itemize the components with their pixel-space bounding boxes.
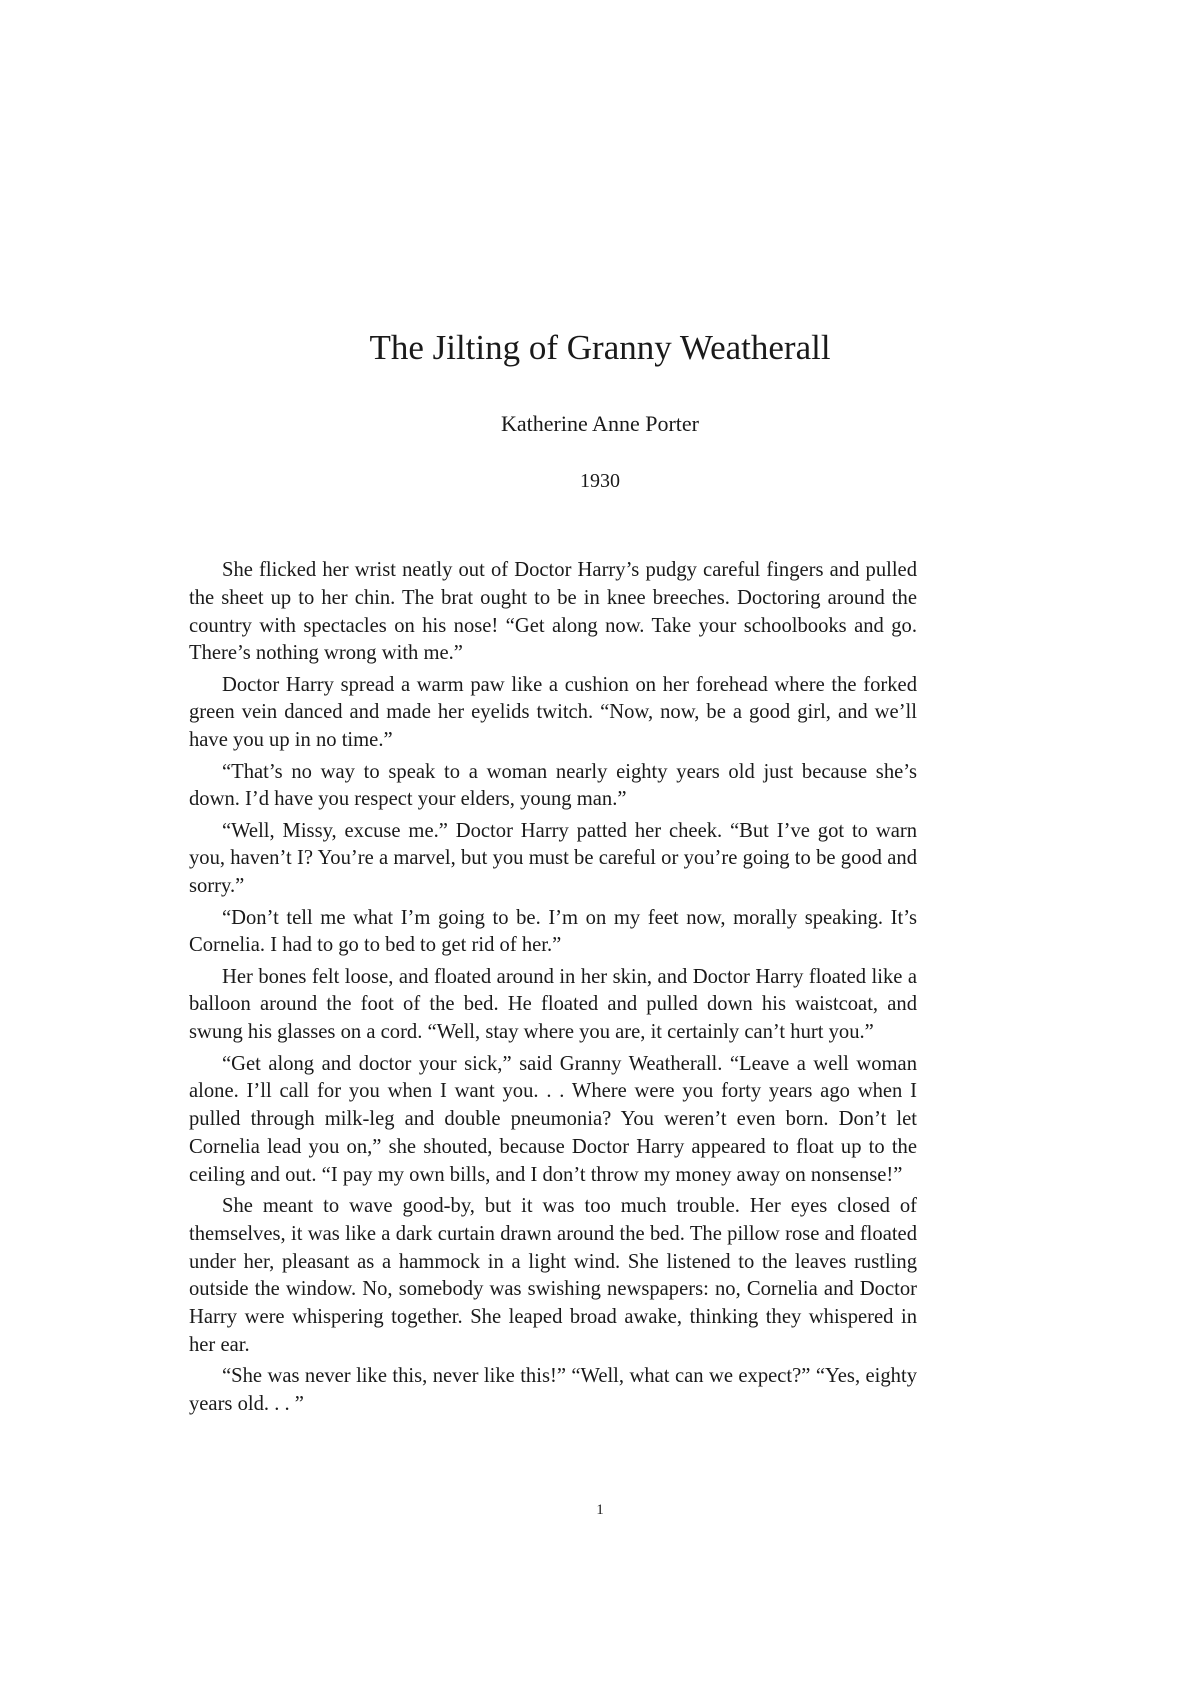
paragraph: “Well, Missy, excuse me.” Doctor Harry patted her cheek. “But I’ve got to warn you, haven’t I? You’re a marvel, but you must be careful or you’re going to be good and sorry.” [189, 819, 917, 898]
page-number: 1 [596, 1502, 604, 1518]
author-name: Katherine Anne Porter [501, 411, 699, 436]
paragraph: “Get along and doctor your sick,” said Granny Weatherall. “Leave a well woman alone. I’ll call for you when I want you. . . Where were you forty years ago when I pulled through milk-leg and double pneumonia? You weren’t even born. Don’t let Cornelia lead you on,” she shouted, because Doctor Harry appeared to float up to the ceiling and out. “I pay my own bills, and I don’t throw my money away on nonsense!” [189, 1052, 917, 1186]
paragraph: “She was never like this, never like this!” “Well, what can we expect?” “Yes, eighty years old. . . ” [189, 1365, 917, 1416]
paragraph: She meant to wave good-by, but it was too much trouble. Her eyes closed of themselves, it was like a dark curtain drawn around the bed. The pillow rose and floated under her, pleasant as a hammock in a light wind. She listened to the leaves rustling outside the window. No, somebody was swishing newspapers: no, Cornelia and Doctor Harry were whispering together. She leaped broad awake, thinking they whispered in her ear. [189, 1195, 917, 1357]
paragraph: Doctor Harry spread a warm paw like a cushion on her forehead where the forked green vein danced and made her eyelids twitch. “Now, now, be a good girl, and we’ll have you up in no time.” [189, 673, 917, 752]
paragraph: “Don’t tell me what I’m going to be. I’m on my feet now, morally speaking. It’s Cornelia. I had to go to bed to get rid of her.” [189, 906, 917, 957]
story-body [189, 557, 917, 1422]
paragraph: She flicked her wrist neatly out of Doctor Harry’s pudgy careful fingers and pulled the sheet up to her chin. The brat ought to be in knee breeches. Doctoring around the country with spectacles on his nose! “Get along now. Take your schoolbooks and go. There’s nothing wrong with me.” [189, 559, 917, 665]
paragraph: “That’s no way to speak to a woman nearly eighty years old just because she’s down. I’d have you respect your elders, young man.” [189, 760, 917, 811]
paragraph: Her bones felt loose, and floated around in her skin, and Doctor Harry floated like a balloon around the foot of the bed. He floated and pulled down his waistcoat, and swung his glasses on a cord. “Well, stay where you are, it certainly can’t hurt you.” [189, 965, 917, 1044]
publication-year: 1930 [580, 470, 620, 492]
story-title: The Jilting of Granny Weatherall [369, 328, 831, 367]
